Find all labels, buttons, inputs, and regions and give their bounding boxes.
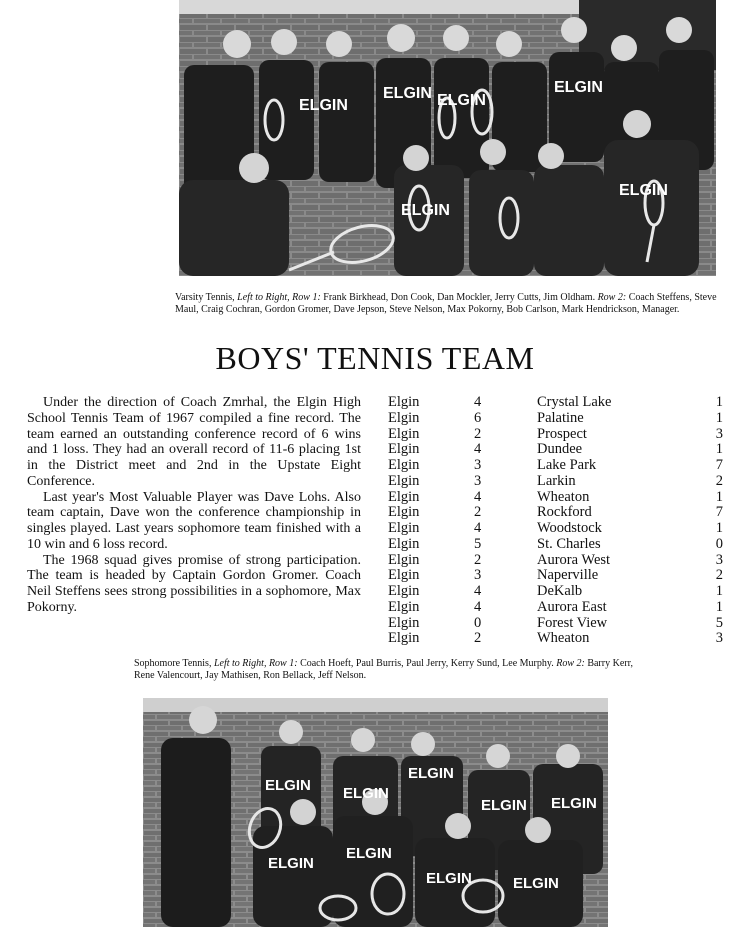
opponent-score: 1 bbox=[715, 583, 723, 599]
home-score: 4 bbox=[474, 441, 482, 458]
opponent-name: Dundee bbox=[537, 441, 583, 458]
opponent-score: 3 bbox=[715, 425, 723, 442]
opponent-score: 7 bbox=[715, 457, 723, 473]
score-row bbox=[388, 474, 723, 490]
page-title: BOYS' TENNIS TEAM bbox=[215, 340, 535, 376]
score-row bbox=[388, 521, 723, 537]
home-team: Elgin bbox=[388, 598, 420, 615]
opponent-name: Naperville bbox=[537, 567, 599, 584]
home-team: Elgin bbox=[388, 614, 420, 631]
home-score: 3 bbox=[474, 567, 482, 584]
score-row bbox=[388, 411, 723, 427]
opponent-name: Wheaton bbox=[537, 630, 590, 647]
home-team: Elgin bbox=[388, 535, 420, 552]
opponent-score: 2 bbox=[715, 472, 723, 489]
home-score: 4 bbox=[474, 394, 482, 410]
score-row bbox=[388, 584, 723, 600]
opponent-name: Rockford bbox=[537, 504, 592, 521]
home-team: Elgin bbox=[388, 567, 420, 584]
score-table bbox=[388, 395, 723, 647]
home-score: 6 bbox=[474, 409, 482, 426]
svg-text:ELGIN: ELGIN bbox=[401, 202, 450, 219]
opponent-score: 1 bbox=[715, 441, 723, 458]
svg-text:ELGIN: ELGIN bbox=[265, 777, 311, 794]
home-team: Elgin bbox=[388, 488, 420, 505]
opponent-score: 1 bbox=[715, 394, 723, 410]
home-team: Elgin bbox=[388, 520, 420, 536]
home-score: 3 bbox=[474, 472, 482, 489]
home-score: 5 bbox=[474, 535, 482, 552]
opponent-score: 0 bbox=[715, 535, 723, 552]
opponent-name: Palatine bbox=[537, 409, 584, 426]
sophomore-photo-caption: Sophomore Tennis, Left to Right, Row 1: Coach Hoeft, Paul Burris, Paul Jerry, Kerry Sund, Lee Murphy. Row 2: Barry Kerr, Rene Valencourt, Jay Mathisen, Ron Bellack, Jeff Nelson. bbox=[134, 658, 634, 681]
home-team: Elgin bbox=[388, 394, 420, 410]
svg-text:ELGIN: ELGIN bbox=[426, 870, 472, 887]
home-team: Elgin bbox=[388, 425, 420, 442]
score-row bbox=[388, 427, 723, 443]
svg-text:ELGIN: ELGIN bbox=[268, 855, 314, 872]
home-score: 0 bbox=[474, 614, 482, 631]
varsity-photo-caption: Varsity Tennis, Left to Right, Row 1: Frank Birkhead, Don Cook, Dan Mockler, Jerry Cutts, Jim Oldham. Row 2: Coach Steffens, Steve Maul, Craig Cochran, Gordon Gromer, Dave Jepson, Steve Nelson, Max Pokorny, Bob Carlson, Mark Hendrickson, Manager. bbox=[175, 292, 717, 315]
opponent-name: Larkin bbox=[537, 472, 576, 489]
score-row bbox=[388, 490, 723, 506]
opponent-score: 1 bbox=[715, 598, 723, 615]
home-score: 3 bbox=[474, 457, 482, 473]
opponent-score: 1 bbox=[715, 520, 723, 536]
svg-text:ELGIN: ELGIN bbox=[619, 182, 668, 199]
home-team: Elgin bbox=[388, 583, 420, 599]
home-score: 4 bbox=[474, 598, 482, 615]
score-row bbox=[388, 631, 723, 647]
score-row bbox=[388, 600, 723, 616]
svg-text:ELGIN: ELGIN bbox=[299, 97, 348, 114]
article-paragraph: Last year's Most Valuable Player was Dave Lohs. Also team captain, Dave won the conference championship in singles played. Last years sophomore team finished with a 10 win and 6 loss record. bbox=[27, 489, 361, 552]
article-paragraph: The 1968 squad gives promise of strong participation. The team is headed by Captain Gordon Gromer. Coach Neil Steffens sees strong possibilities in a sophomore, Max Pokorny. bbox=[27, 552, 361, 615]
score-row bbox=[388, 505, 723, 521]
home-score: 2 bbox=[474, 551, 482, 568]
svg-text:ELGIN: ELGIN bbox=[554, 79, 603, 96]
svg-text:ELGIN: ELGIN bbox=[408, 765, 454, 782]
svg-text:ELGIN: ELGIN bbox=[481, 797, 527, 814]
home-score: 4 bbox=[474, 520, 482, 536]
home-team: Elgin bbox=[388, 409, 420, 426]
opponent-name: Aurora East bbox=[537, 598, 607, 615]
article-body bbox=[27, 395, 361, 616]
svg-text:ELGIN: ELGIN bbox=[513, 875, 559, 892]
opponent-name: DeKalb bbox=[537, 583, 583, 599]
svg-text:ELGIN: ELGIN bbox=[383, 85, 432, 102]
score-row bbox=[388, 568, 723, 584]
score-row bbox=[388, 395, 723, 411]
home-team: Elgin bbox=[388, 504, 420, 521]
opponent-name: St. Charles bbox=[537, 535, 601, 552]
article-paragraph: Under the direction of Coach Zmrhal, the Elgin High School Tennis Team of 1967 compiled a fine record. The team earned an outstanding conference record of 6 wins and 1 loss. They had an overall record of 11-6 placing 1st in the District meet and 2nd in the Upstate Eight Conference. bbox=[27, 395, 361, 489]
score-row bbox=[388, 616, 723, 632]
home-team: Elgin bbox=[388, 472, 420, 489]
score-row bbox=[388, 553, 723, 569]
opponent-name: Crystal Lake bbox=[537, 394, 612, 410]
opponent-name: Woodstock bbox=[537, 520, 602, 536]
opponent-name: Wheaton bbox=[537, 488, 590, 505]
opponent-score: 3 bbox=[715, 630, 723, 647]
home-score: 4 bbox=[474, 583, 482, 599]
home-score: 2 bbox=[474, 504, 482, 521]
svg-text:ELGIN: ELGIN bbox=[551, 795, 597, 812]
opponent-name: Lake Park bbox=[537, 457, 597, 473]
opponent-name: Prospect bbox=[537, 425, 587, 442]
opponent-score: 1 bbox=[715, 409, 723, 426]
home-score: 2 bbox=[474, 630, 482, 647]
home-score: 2 bbox=[474, 425, 482, 442]
opponent-score: 2 bbox=[715, 567, 723, 584]
varsity-team-photo bbox=[179, 0, 716, 276]
opponent-name: Forest View bbox=[537, 614, 608, 631]
svg-text:ELGIN: ELGIN bbox=[346, 845, 392, 862]
opponent-score: 5 bbox=[715, 614, 723, 631]
home-team: Elgin bbox=[388, 457, 420, 473]
score-row bbox=[388, 537, 723, 553]
opponent-score: 7 bbox=[715, 504, 723, 521]
svg-text:ELGIN: ELGIN bbox=[343, 785, 389, 802]
home-team: Elgin bbox=[388, 551, 420, 568]
score-row bbox=[388, 458, 723, 474]
opponent-score: 3 bbox=[715, 551, 723, 568]
sophomore-team-photo bbox=[143, 698, 608, 927]
opponent-score: 1 bbox=[715, 488, 723, 505]
home-score: 4 bbox=[474, 488, 482, 505]
home-team: Elgin bbox=[388, 441, 420, 458]
home-team: Elgin bbox=[388, 630, 420, 647]
svg-text:ELGIN: ELGIN bbox=[437, 92, 486, 109]
opponent-name: Aurora West bbox=[537, 551, 611, 568]
score-row bbox=[388, 442, 723, 458]
